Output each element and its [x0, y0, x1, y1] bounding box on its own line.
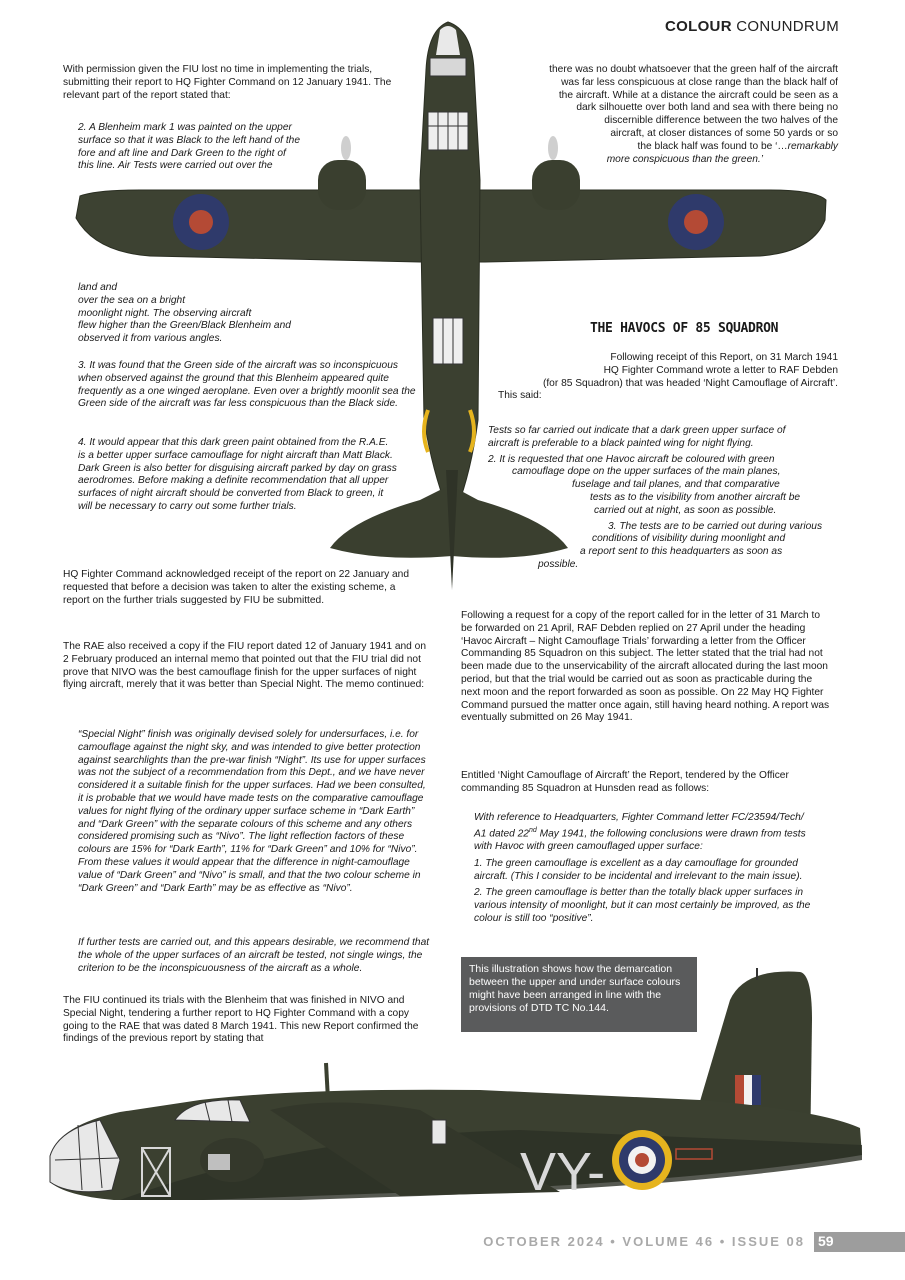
text-line: tests as to the visibility from another aircraft be [590, 491, 801, 503]
text-line: This said: [498, 390, 542, 402]
memo-quote-2: If further tests are carried out, and this appears desirable, we recommend that the whole of the upper surfaces of an aircraft be tested, not single wings, the criterion to be the inconspicuousness of the aircraft as a whole. [78, 937, 430, 974]
footer-month: OCTOBER 2024 [483, 1234, 605, 1249]
conclusion-1: 1. The green camouflage is excellent as a day camouflage for grounded aircraft. (This I consider to be incidental and irrelevant to the main issue). [474, 857, 803, 882]
report-quote-4: 4. It would appear that this dark green paint obtained from the R.A.E. is a better upper surface camouflage for night aircraft than Matt Black. Dark Green is also better for disguising aircraft parked by day on grass aerodromes. Before making a definite recommendation that all upper surfaces of night aircraft should be converted from Black to green, it will be necessary to carry out some further trials. [78, 437, 397, 512]
intro-paragraph: With permission given the FIU lost no time in implementing the trials, submitting their report to HQ Fighter Command on 12 January 1941. The relevant part of the report stated that: [63, 64, 392, 101]
nacelle-right [532, 160, 580, 210]
text-line: 2. It is requested that one Havoc aircraft be coloured with green [488, 453, 775, 465]
text-part: A1 dated 22 [474, 828, 529, 840]
report-quote-2-top [78, 122, 323, 173]
roundel-right-wing [668, 194, 724, 250]
text-part: May 1941, the following conclusions were drawn from tests [536, 828, 806, 840]
nacelle-left [318, 160, 366, 210]
squadron-code: VY- [520, 1142, 606, 1200]
header-bold: COLOUR [665, 18, 732, 35]
text-line: the aircraft. While at a distance the aircraft could be seen as a [558, 89, 838, 101]
text-line-italic: remarkably [787, 140, 838, 152]
quote-line: 2. A Blenheim mark 1 was painted on the upper [78, 122, 292, 133]
dorsal-glazing [433, 318, 463, 364]
aircraft-side-illustration [0, 960, 905, 1200]
quote-line: observed it from various angles. [78, 333, 223, 345]
text-line: Following receipt of this Report, on 31 March 1941 [610, 352, 838, 363]
footer-issue: ISSUE 08 [731, 1234, 805, 1249]
illustration-caption: This illustration shows how the demarcation between the upper and under surface colours might have been arranged in line with the provisions of DTD TC No.144. [461, 957, 697, 1032]
header-rest: CONUNDRUM [731, 18, 839, 35]
text-line: 3. The tests are to be carried out during various [608, 520, 823, 532]
rae-paragraph: The RAE also received a copy if the FIU report dated 12 of January 1941 and on 2 February produced an internal memo that pointed out that the FIU trial did not prove that NIVO was the best camouflage finish for the upper surfaces of night flying aircraft, merely that it was better than Special Night. The memo continued: [63, 641, 427, 691]
page-number: 59 [818, 1233, 834, 1249]
report-finding-text [470, 64, 838, 166]
quote-line: this line. Air Tests were carried out over the [78, 160, 273, 172]
text-line: conditions of visibility during moonlight and [592, 533, 786, 545]
acknowledgement-paragraph: HQ Fighter Command acknowledged receipt of the report on 22 January and requested that before a decision was taken to alter the existing scheme, a report on the further trials suggested by FIU be submitted. [63, 569, 410, 606]
footer-volume: VOLUME 46 [622, 1234, 715, 1249]
quote-line: surface so that it was Black to the left hand of the [78, 134, 300, 146]
text-line: aircraft is preferable to a black painted wing for night flying. [488, 437, 754, 449]
fiu-paragraph: The FIU continued its trials with the Blenheim that was finished in NIVO and Special Night, tendering a further report to HQ Fighter Command with a copy going to the RAE that was dated 8 March 1941. This new Report confirmed the findings of the previous report by stating that [63, 995, 419, 1045]
memo-quote-1: “Special Night” finish was originally devised solely for undersurfaces, i.e. for camouflage against the night sky, and was intended to give better protection against searchlights than the pre-war finish “Night”. Its use for upper surfaces was not the subject of a recommendation from this Dept., and we have never considered it a suitable finish for the upper surfaces. Had we been consulted, it is probable that we would have made tests on the comparative camouflage values for night flying of the ordinary upper surface scheme in “Dark Earth” and “Dark Green” with the separate colours of this scheme and any others considered promising such as “Nivo”. The light reflection factors of these colours are 15% for “Dark Earth”, 11% for “Dark Green” and 10% for “Nivo”. From these values it would appear that the difference in night-camouflage value of “Dark Green” and “Nivo” is small, and that the two colour scheme in “Dark Green” and “Dark Earth” may be as effective as “Nivo”. [78, 729, 426, 894]
page-number-box [814, 1232, 905, 1252]
quote-line: fore and aft line and Dark Green to the right of [78, 147, 286, 159]
text-line [474, 825, 834, 841]
quote-line: flew higher than the Green/Black Blenheim and [78, 320, 291, 332]
cockpit-frame [430, 58, 466, 76]
ordinal-suffix: nd [528, 826, 537, 834]
text-line: camouflage dope on the upper surfaces of the main planes, [512, 466, 781, 478]
request-paragraph: Following a request for a copy of the report called for in the letter of 31 March to be forwarded on 21 April, RAF Debden replied on 27 April under the heading ‘Havoc Aircraft – Night Camouflage Trials’ forwarding a letter from the Officer Commanding 85 Squadron on this subject. The letter stated that the trial had not been made due to the unservicability of the aircraft allocated during the last moon period, but that the trial would be carried out as soon as practicable during the next moon and the report forwarded as soon as possible. On 22 May HQ Fighter Command pursued the matter once again, still having heard nothing. A report was eventually submitted on 26 May 1941. [461, 610, 830, 724]
text-line: dark silhouette over both land and sea with there being no [576, 102, 838, 114]
letter-quote [488, 425, 828, 572]
text-line: discernible difference between the two halves of the [604, 115, 838, 127]
fuselage-roundel [612, 1130, 672, 1190]
entitled-paragraph: Entitled ‘Night Camouflage of Aircraft’ the Report, tendered by the Officer commanding 85 Squadron at Hunsden read as follows: [461, 770, 789, 794]
text-line: with Havoc with green camouflaged upper surface: [474, 840, 703, 852]
report-quote-3: 3. It was found that the Green side of the aircraft was so inconspicuous when observed against the ground that this Blenheim appeared quite frequently as a one winged aeroplane. Even over a brightly moonlit sea the Green side of the aircraft was far less conspicuous than the Black side. [78, 360, 416, 410]
text-line: was far less conspicuous at close range than the black half of [561, 76, 838, 88]
text-line: carried out at night, as soon as possible. [594, 504, 777, 516]
quote-line: moonlight night. The observing aircraft [78, 307, 252, 319]
text-line: possible. [538, 558, 579, 570]
fin-flash [735, 1075, 761, 1105]
text-line: fuselage and tail planes, and that comparative [572, 479, 780, 491]
text-line: Tests so far carried out indicate that a dark green upper surface of [488, 425, 786, 436]
footer-issue-line [483, 1234, 805, 1249]
text-line: aircraft, at closer distances of some 50 yards or so [610, 127, 838, 139]
text-line: more conspicuous than the green.’ [606, 153, 763, 165]
quote-line: land and [78, 282, 118, 293]
report-quote-2-bottom [78, 282, 338, 346]
text-line: a report sent to this headquarters as soon as [580, 546, 783, 558]
text-line: (for 85 Squadron) that was headed ‘Night Camouflage of Aircraft’. [542, 377, 838, 389]
subheading: THE HAVOCS OF 85 SQUADRON [590, 321, 779, 336]
footer-dot: • [719, 1234, 727, 1249]
propeller-hub-left [341, 136, 351, 160]
quote-line: over the sea on a bright [78, 294, 186, 306]
conclusion-2: 2. The green camouflage is better than the totally black upper surfaces in various intensity of moonlight, but it can most certainly be improved, as the colour is still too “positive”. [474, 887, 811, 924]
text-line-part: the black half was found to be ‘… [637, 140, 788, 152]
roundel-left-wing [173, 194, 229, 250]
following-receipt-paragraph [470, 352, 838, 403]
text-line [470, 141, 838, 154]
text-line: there was no doubt whatsoever that the green half of the aircraft [549, 64, 838, 75]
report-conclusions [474, 812, 834, 926]
text-line: With reference to Headquarters, Fighter Command letter FC/23594/Tech/ [474, 812, 804, 823]
text-line: HQ Fighter Command wrote a letter to RAF Debden [603, 364, 838, 376]
footer-dot: • [610, 1234, 617, 1249]
